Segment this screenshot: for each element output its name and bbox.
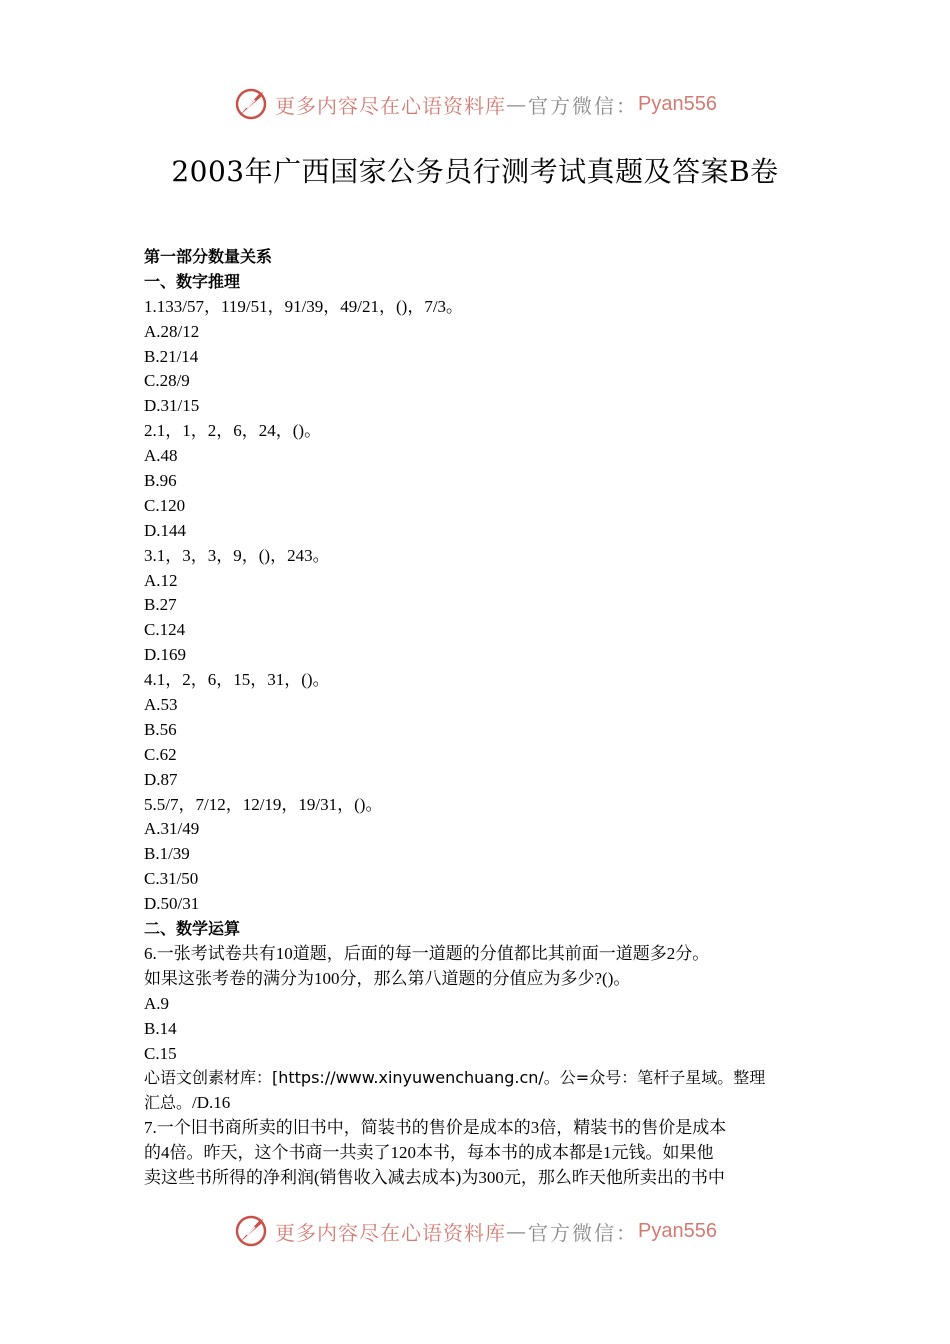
question-7-line-3: 卖这些书所得的净利润(销售收入减去成本)为300元，那么昨天他所卖出的书中 [144, 1167, 725, 1187]
banner-text: 更多内容尽在心语资料库 [275, 1220, 507, 1245]
option: D.31/15 [144, 396, 200, 416]
option: C.28/9 [144, 371, 190, 391]
section-heading-1: 一、数字推理 [144, 271, 241, 291]
option: D.144 [144, 520, 187, 540]
option: B.96 [144, 471, 177, 491]
question-2: 2.1，1，2，6，24，()。 [144, 421, 322, 441]
option: B.21/14 [144, 346, 199, 366]
option: C.120 [144, 495, 186, 515]
option: B.56 [144, 719, 177, 739]
section-heading-2: 二、数学运算 [144, 919, 241, 939]
option: A.53 [144, 695, 178, 715]
option: D.169 [144, 645, 187, 665]
question-1: 1.133/57，119/51，91/39，49/21，()，7/3。 [144, 296, 464, 316]
banner-wechat-id: Pyan556 [638, 1219, 717, 1242]
option: A.48 [144, 446, 178, 466]
option: C.124 [144, 620, 186, 640]
question-7-line-1: 7.一个旧书商所卖的旧书中，简装书的售价是成本的3倍，精装书的售价是成本 [144, 1118, 727, 1138]
question-5: 5.5/7，7/12，12/19，19/31，()。 [144, 794, 383, 814]
option: A.28/12 [144, 321, 200, 341]
watermark-line-1: 心语文创素材库：[https://www.xinyuwenchuang.cn/。公=众号：笔杆子星域。整理 [144, 1068, 766, 1088]
question-6-line-2: 如果这张考卷的满分为100分，那么第八道题的分值应为多少?()。 [144, 968, 631, 988]
quill-logo-icon [233, 86, 269, 122]
option: B.1/39 [144, 844, 190, 864]
option: B.14 [144, 1018, 177, 1038]
document-body [144, 245, 809, 1191]
banner-wechat-label: 官方微信： [528, 1220, 639, 1245]
quill-logo-icon [233, 1213, 269, 1249]
part-heading: 第一部分数量关系 [144, 247, 273, 266]
option: A.31/49 [144, 819, 200, 839]
banner-text: 更多内容尽在心语资料库 [275, 93, 507, 118]
option: A.12 [144, 570, 178, 590]
banner-dash: — [506, 1219, 529, 1243]
option: C.62 [144, 744, 177, 764]
watermark-text: 汇总。 [144, 1093, 193, 1113]
option: C.15 [144, 1043, 177, 1063]
watermark-line-2 [144, 1091, 809, 1116]
option: D.87 [144, 769, 178, 789]
question-6-line-1: 6.一张考试卷共有10道题，后面的每一道题的分值都比其前面一道题多2分。 [144, 943, 710, 963]
banner-wechat-id: Pyan556 [638, 92, 717, 115]
option: D.50/31 [144, 894, 200, 914]
question-7-line-2: 的4倍。昨天，这个书商一共卖了120本书，每本书的成本都是1元钱。如果他 [144, 1143, 714, 1163]
question-3: 3.1，3，3，9，()，243。 [144, 545, 330, 565]
footer-banner [0, 1211, 950, 1251]
banner-wechat-label: 官方微信： [528, 93, 639, 118]
option: C.31/50 [144, 869, 199, 889]
header-banner [0, 84, 950, 124]
option: A.9 [144, 993, 170, 1013]
option: /D.16 [192, 1093, 231, 1113]
banner-dash: — [506, 92, 529, 116]
option: B.27 [144, 595, 177, 615]
page-title: 2003年广西国家公务员行测考试真题及答案B卷 [171, 155, 779, 188]
question-4: 4.1，2，6，15，31，()。 [144, 670, 330, 690]
